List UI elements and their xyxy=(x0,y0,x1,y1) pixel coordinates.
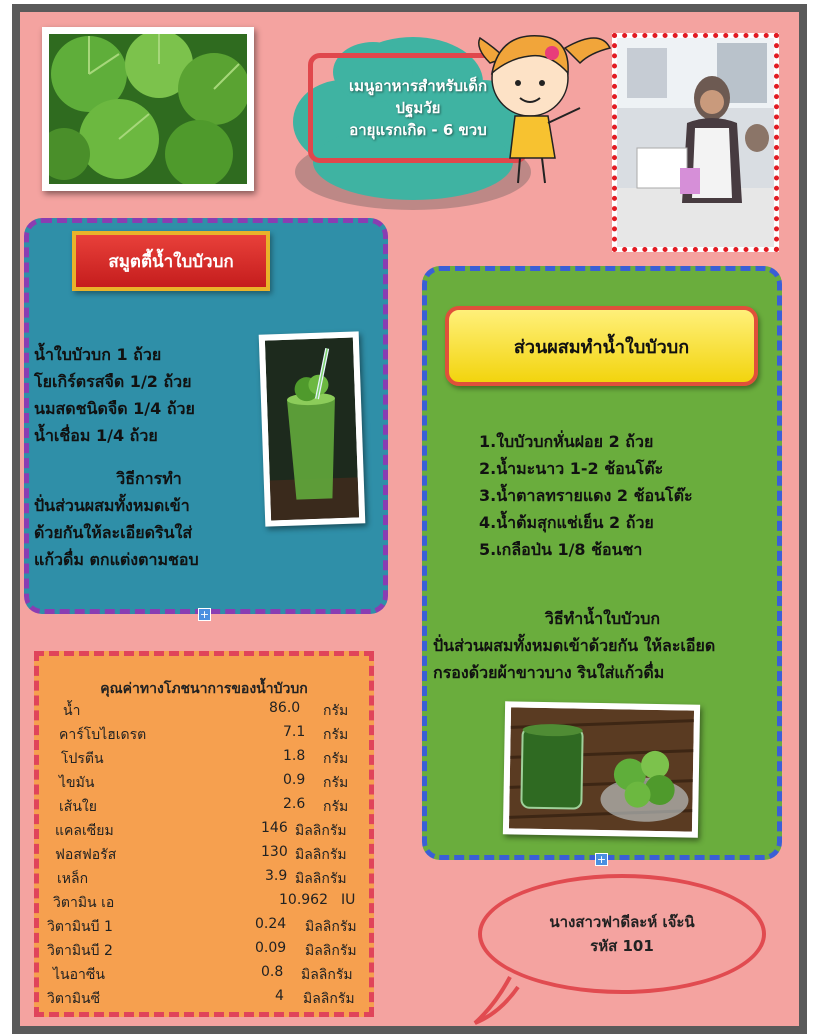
nutrition-value: 10.962 xyxy=(279,892,328,908)
nutrition-title: คุณค่าทางโภชนาการของน้ำบัวบก xyxy=(100,681,308,697)
nutrition-name: แคลเซียม xyxy=(55,823,114,839)
smoothie-ingredient: น้ำเชื่อม 1/4 ถ้วย xyxy=(34,426,158,445)
nutrition-unit: กรัม xyxy=(323,703,349,719)
nutrition-panel xyxy=(34,651,374,1017)
nutrition-row xyxy=(39,820,369,843)
nutrition-name: วิตามินบี 2 xyxy=(47,943,113,959)
nutrition-name: วิตามินบี 1 xyxy=(47,919,113,935)
author-bubble xyxy=(478,874,766,994)
nutrition-name: น้ำ xyxy=(63,703,81,719)
nutrition-unit: กรัม xyxy=(323,751,349,767)
nutrition-table xyxy=(39,700,369,1007)
nutrition-row xyxy=(39,916,369,939)
nutrition-name: เส้นใย xyxy=(59,799,97,815)
smoothie-method-line: ปั่นส่วนผสมทั้งหมดเข้า xyxy=(34,496,190,515)
smoothie-ingredient: โยเกิร์ตรสจืด 1/2 ถ้วย xyxy=(34,372,192,391)
nutrition-row xyxy=(39,964,369,987)
menu-title-line-3: อายุแรกเกิด - 6 ขวบ xyxy=(349,121,487,139)
nutrition-name: วิตามินซี xyxy=(47,991,101,1007)
nutrition-unit: มิลลิกรัม xyxy=(295,823,347,839)
smoothie-ingredient: นมสดชนิดจืด 1/4 ถ้วย xyxy=(34,399,195,418)
smoothie-method xyxy=(34,492,274,573)
nutrition-value: 4 xyxy=(275,988,284,1004)
nutrition-value: 1.8 xyxy=(283,748,306,764)
pennywort-leaves-photo xyxy=(42,27,254,191)
nutrition-row xyxy=(39,940,369,963)
nutrition-unit: กรัม xyxy=(323,775,349,791)
juice-ingredients xyxy=(479,428,759,563)
smoothie-method-title: วิธีการทำ xyxy=(116,469,182,488)
nutrition-value: 3.9 xyxy=(265,868,288,884)
nutrition-row xyxy=(39,868,369,891)
smoothie-method-line: แก้วดื่ม ตกแต่งตามชอบ xyxy=(34,550,199,569)
nutrition-value: 0.24 xyxy=(255,916,287,932)
juice-method xyxy=(433,632,778,686)
nutrition-row xyxy=(39,772,369,795)
juice-heading: ส่วนผสมทำน้ำใบบัวบก xyxy=(445,306,758,386)
nutrition-value: 86.0 xyxy=(269,700,301,716)
author-name: นางสาวฟาดีละห์ เจ๊ะนิ xyxy=(549,913,695,931)
nutrition-name: เหล็ก xyxy=(57,871,89,887)
nutrition-value: 0.9 xyxy=(283,772,306,788)
author-code: รหัส 101 xyxy=(590,937,654,955)
nutrition-value: 2.6 xyxy=(283,796,306,812)
nutrition-row xyxy=(39,796,369,819)
nutrition-row xyxy=(39,724,369,747)
nutrition-value: 130 xyxy=(261,844,288,860)
juice-method-line: ปั่นส่วนผสมทั้งหมดเข้าด้วยกัน ให้ละเอียด xyxy=(433,636,716,655)
smoothie-heading: สมูตตี้น้ำใบบัวบก xyxy=(72,231,270,291)
nutrition-row xyxy=(39,844,369,867)
smoothie-ingredient: น้ำใบบัวบก 1 ถ้วย xyxy=(34,345,162,364)
nutrition-unit: มิลลิกรัม xyxy=(295,871,347,887)
juice-method-title: วิธีทำน้ำใบบัวบก xyxy=(544,609,661,628)
juice-ingredient: 1.ใบบัวบกหั่นฝอย 2 ถ้วย xyxy=(479,432,654,451)
nutrition-unit: มิลลิกรัม xyxy=(295,847,347,863)
nutrition-name: ไขมัน xyxy=(59,775,95,791)
expand-juice-button[interactable]: + xyxy=(596,853,607,866)
nutrition-row xyxy=(39,748,369,771)
nutrition-value: 7.1 xyxy=(283,724,306,740)
smoothie-method-line: ด้วยกันให้ละเอียดรินใส่ xyxy=(34,523,193,542)
nutrition-unit: มิลลิกรัม xyxy=(305,943,357,959)
nutrition-row xyxy=(39,892,369,915)
girl-cartoon-illustration xyxy=(470,18,620,188)
nutrition-name: คาร์โบไฮเดรต xyxy=(59,727,147,743)
nutrition-name: วิตามิน เอ xyxy=(53,895,115,911)
nutrition-name: ฟอสฟอรัส xyxy=(55,847,117,863)
nutrition-unit: กรัม xyxy=(323,799,349,815)
speech-bubble-tail xyxy=(470,975,520,1025)
menu-title-line-2: ปฐมวัย xyxy=(395,99,441,117)
juice-ingredient: 4.น้ำต้มสุกแช่เย็น 2 ถ้วย xyxy=(479,513,654,532)
nutrition-name: ไนอาซีน xyxy=(53,967,105,983)
menu-title-line-1: เมนูอาหารสำหรับเด็ก xyxy=(348,77,488,95)
smoothie-ingredients xyxy=(34,341,264,449)
nutrition-unit: มิลลิกรัม xyxy=(305,919,357,935)
juice-ingredient: 3.น้ำตาลทรายแดง 2 ช้อนโต๊ะ xyxy=(479,486,693,505)
vendor-photo xyxy=(612,33,779,252)
smoothie-glass-photo xyxy=(259,331,366,526)
nutrition-unit: IU xyxy=(341,892,356,908)
juice-ingredient: 2.น้ำมะนาว 1-2 ช้อนโต๊ะ xyxy=(479,459,664,478)
juice-method-line: กรองด้วยผ้าขาวบาง รินใส่แก้วดื่ม xyxy=(433,663,665,682)
nutrition-value: 0.09 xyxy=(255,940,287,956)
juice-ingredient: 5.เกลือป่น 1/8 ช้อนชา xyxy=(479,540,643,559)
juice-glass-photo xyxy=(503,701,700,837)
nutrition-unit: มิลลิกรัม xyxy=(303,991,355,1007)
nutrition-unit: มิลลิกรัม xyxy=(301,967,353,983)
nutrition-unit: กรัม xyxy=(323,727,349,743)
nutrition-value: 146 xyxy=(261,820,288,836)
expand-smoothie-button[interactable]: + xyxy=(199,608,210,621)
nutrition-name: โปรตีน xyxy=(61,751,104,767)
nutrition-value: 0.8 xyxy=(261,964,284,980)
nutrition-row xyxy=(39,700,369,723)
nutrition-row xyxy=(39,988,369,1011)
